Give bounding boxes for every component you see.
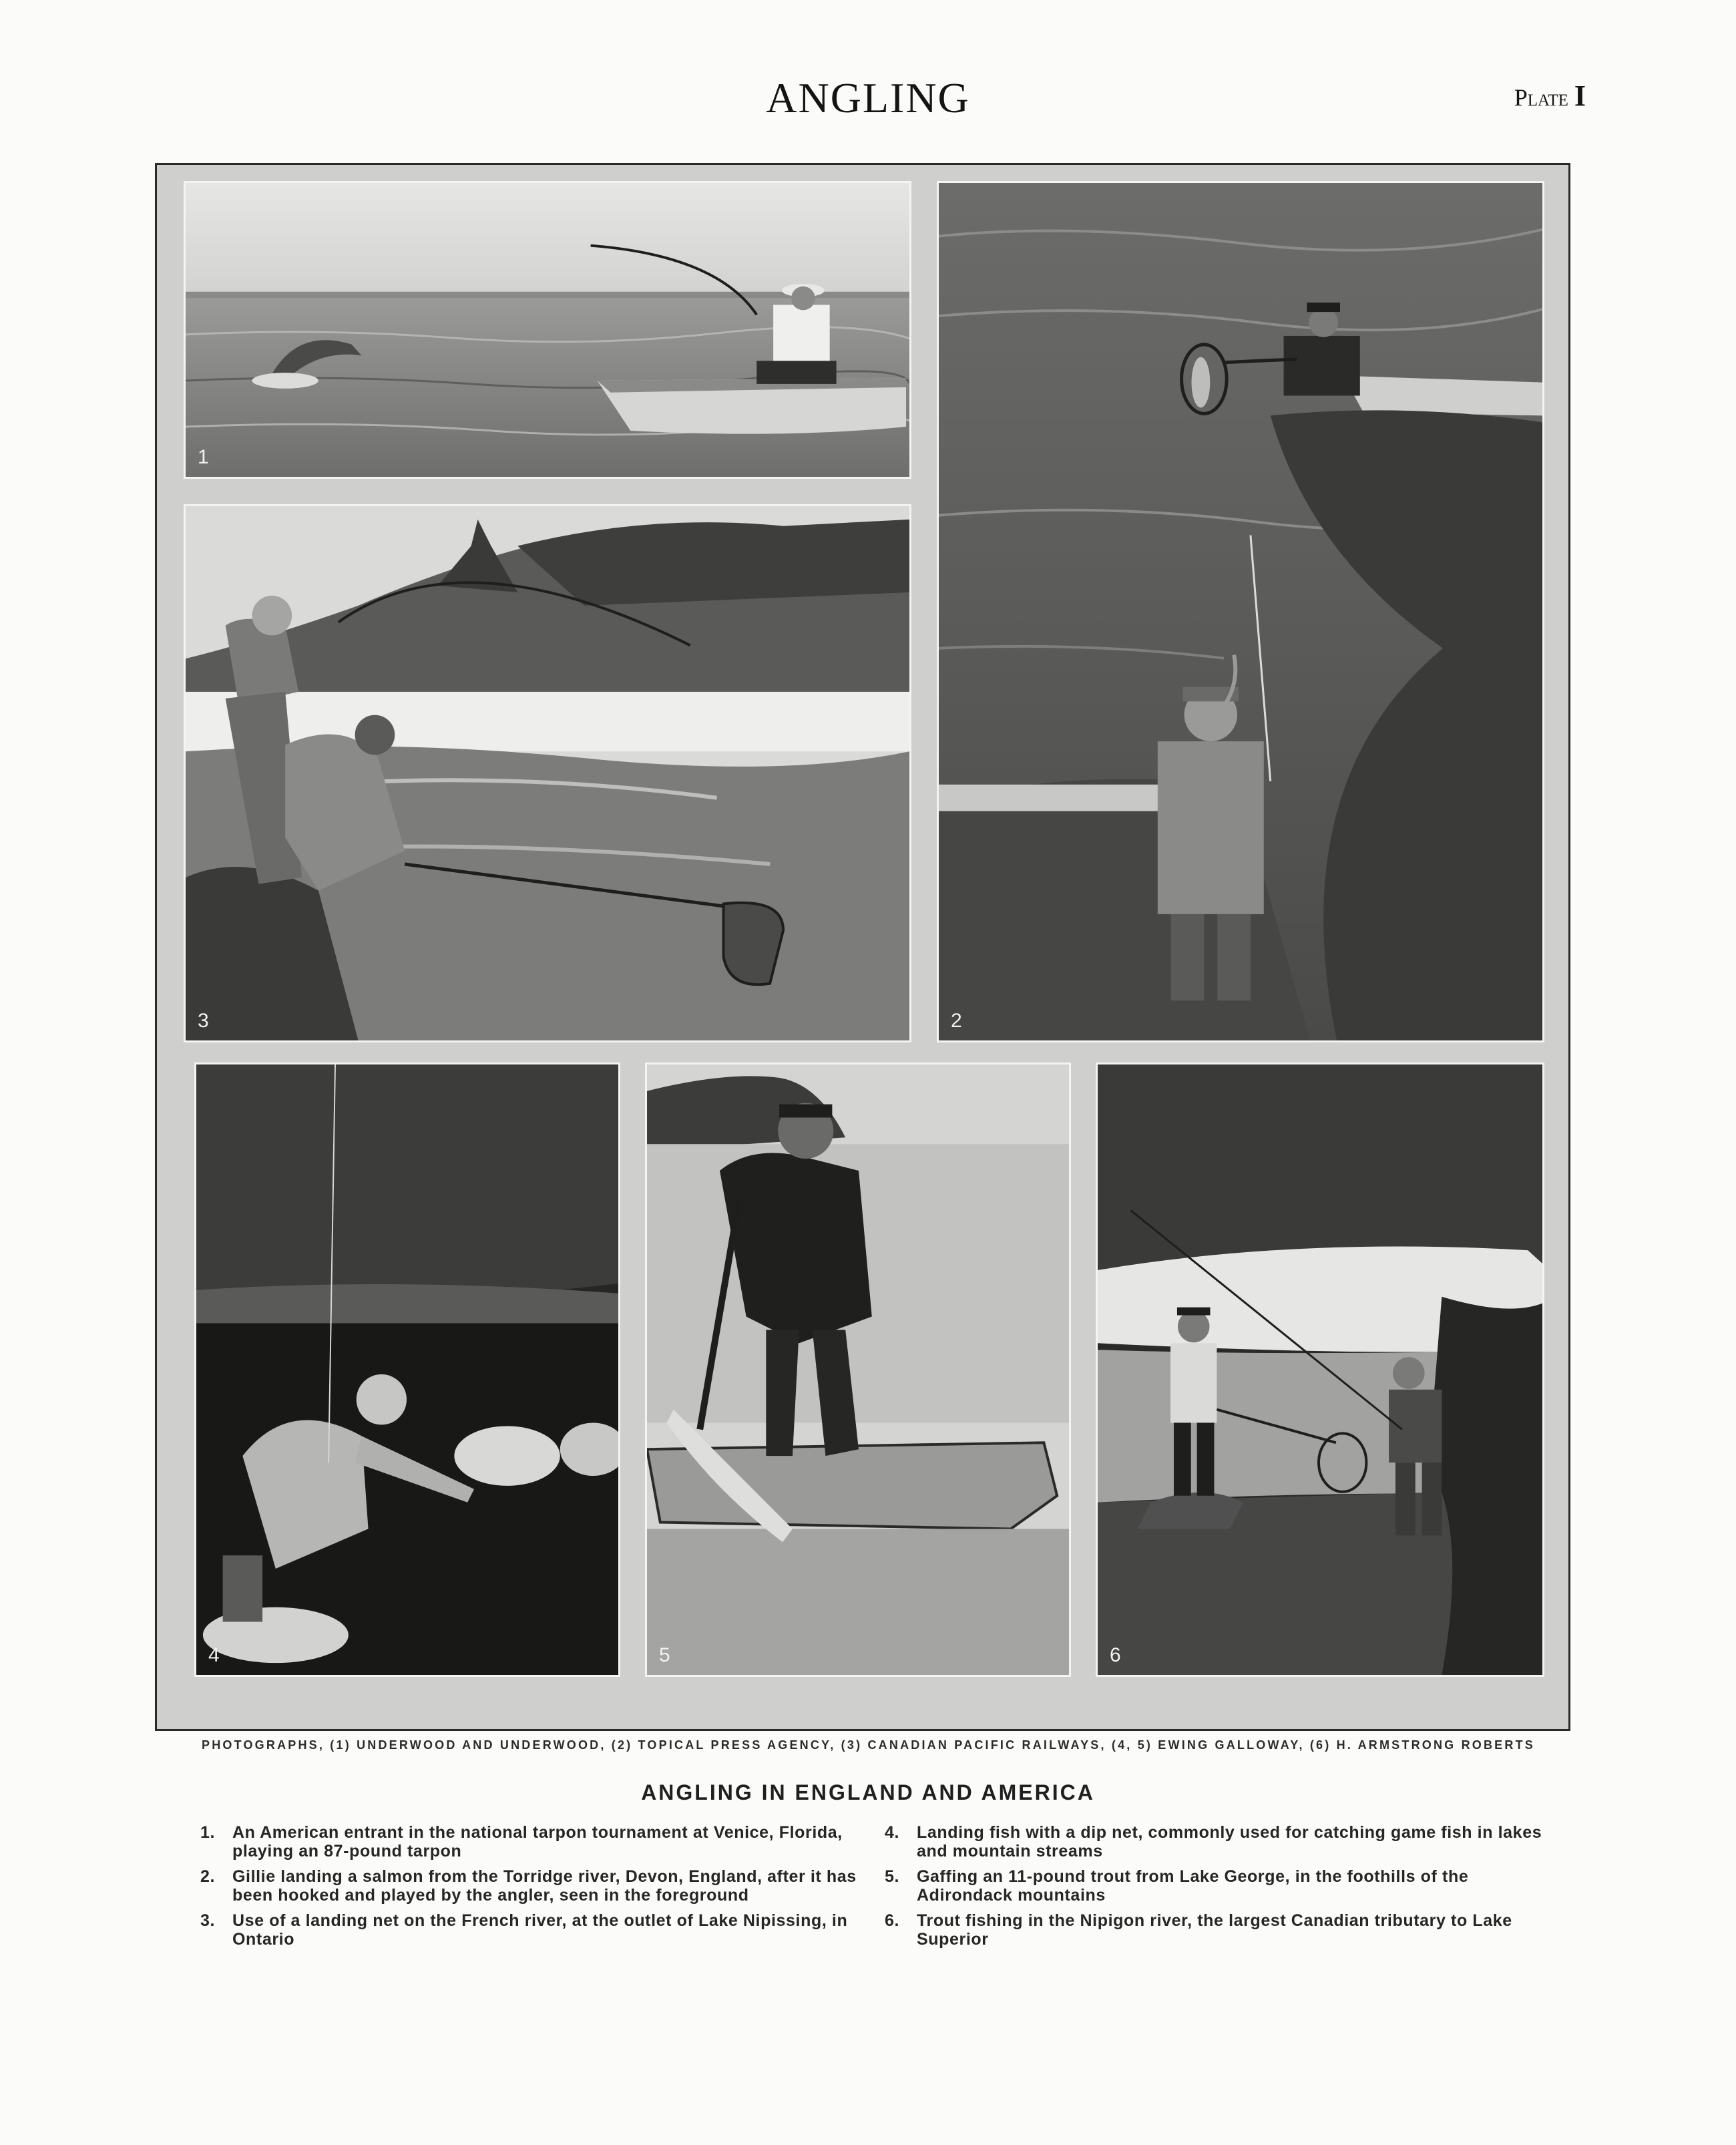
caption-5 bbox=[885, 1867, 1552, 1905]
caption-4 bbox=[885, 1823, 1552, 1861]
caption-number: 2. bbox=[200, 1867, 216, 1886]
caption-1 bbox=[200, 1823, 868, 1861]
captions-title: ANGLING IN ENGLAND AND AMERICA bbox=[641, 1780, 1095, 1804]
caption-number: 1. bbox=[200, 1823, 216, 1842]
plate-word: Plate bbox=[1514, 84, 1568, 111]
caption-text: Gaffing an 11-pound trout from Lake George, in the foothills of the Adirondack mountains bbox=[917, 1867, 1469, 1905]
caption-text: Landing fish with a dip net, commonly used for catching game fish in lakes and mountain streams bbox=[917, 1823, 1542, 1861]
photo-6-nipigon bbox=[1096, 1062, 1544, 1677]
caption-number: 3. bbox=[200, 1911, 216, 1930]
photo-3-image bbox=[186, 506, 909, 1040]
plate-numeral: I bbox=[1574, 79, 1586, 112]
photo-2-image bbox=[939, 183, 1542, 1040]
plate-label bbox=[1514, 79, 1586, 113]
captions-left-column bbox=[200, 1823, 868, 1955]
caption-number: 6. bbox=[885, 1911, 900, 1930]
photo-3-french-river bbox=[184, 504, 911, 1042]
photo-4-dip-net bbox=[194, 1062, 620, 1677]
photo-6-number: 6 bbox=[1110, 1644, 1121, 1666]
caption-text: Trout fishing in the Nipigon river, the largest Canadian tributary to Lake Superior bbox=[917, 1911, 1512, 1949]
photo-4-image bbox=[196, 1064, 618, 1675]
photo-3-number: 3 bbox=[198, 1010, 209, 1032]
caption-number: 5. bbox=[885, 1867, 900, 1886]
photo-1-image bbox=[186, 183, 909, 477]
caption-text: Gillie landing a salmon from the Torridge river, Devon, England, after it has been hooked and played by the angler, seen in the foreground bbox=[232, 1867, 857, 1905]
caption-text: An American entrant in the national tarpon tournament at Venice, Florida, playing an 87-pound tarpon bbox=[232, 1823, 843, 1861]
caption-text: Use of a landing net on the French river, at the outlet of Lake Nipissing, in Ontario bbox=[232, 1911, 848, 1949]
photo-5-gaffing bbox=[645, 1062, 1071, 1677]
photo-2-salmon bbox=[937, 181, 1544, 1042]
photo-1-tarpon bbox=[184, 181, 911, 479]
photo-4-number: 4 bbox=[208, 1644, 220, 1666]
photo-plate bbox=[155, 163, 1570, 1731]
caption-6 bbox=[885, 1911, 1552, 1949]
captions-right-column bbox=[885, 1823, 1552, 1955]
photo-5-number: 5 bbox=[659, 1644, 670, 1666]
photo-5-image bbox=[647, 1064, 1069, 1675]
caption-3 bbox=[200, 1911, 868, 1949]
photo-2-number: 2 bbox=[951, 1010, 962, 1032]
page-title: ANGLING bbox=[766, 74, 970, 122]
caption-number: 4. bbox=[885, 1823, 900, 1842]
photo-credits: PHOTOGRAPHS, (1) UNDERWOOD AND UNDERWOOD, (2) TOPICAL PRESS AGENCY, (3) CANADIAN PACIFIC RAILWAYS, (4, 5) EWING GALLOWAY, (6) H. ARMSTRONG ROBERTS bbox=[202, 1738, 1535, 1752]
caption-2 bbox=[200, 1867, 868, 1905]
photo-6-image bbox=[1098, 1064, 1542, 1675]
photo-1-number: 1 bbox=[198, 446, 209, 468]
